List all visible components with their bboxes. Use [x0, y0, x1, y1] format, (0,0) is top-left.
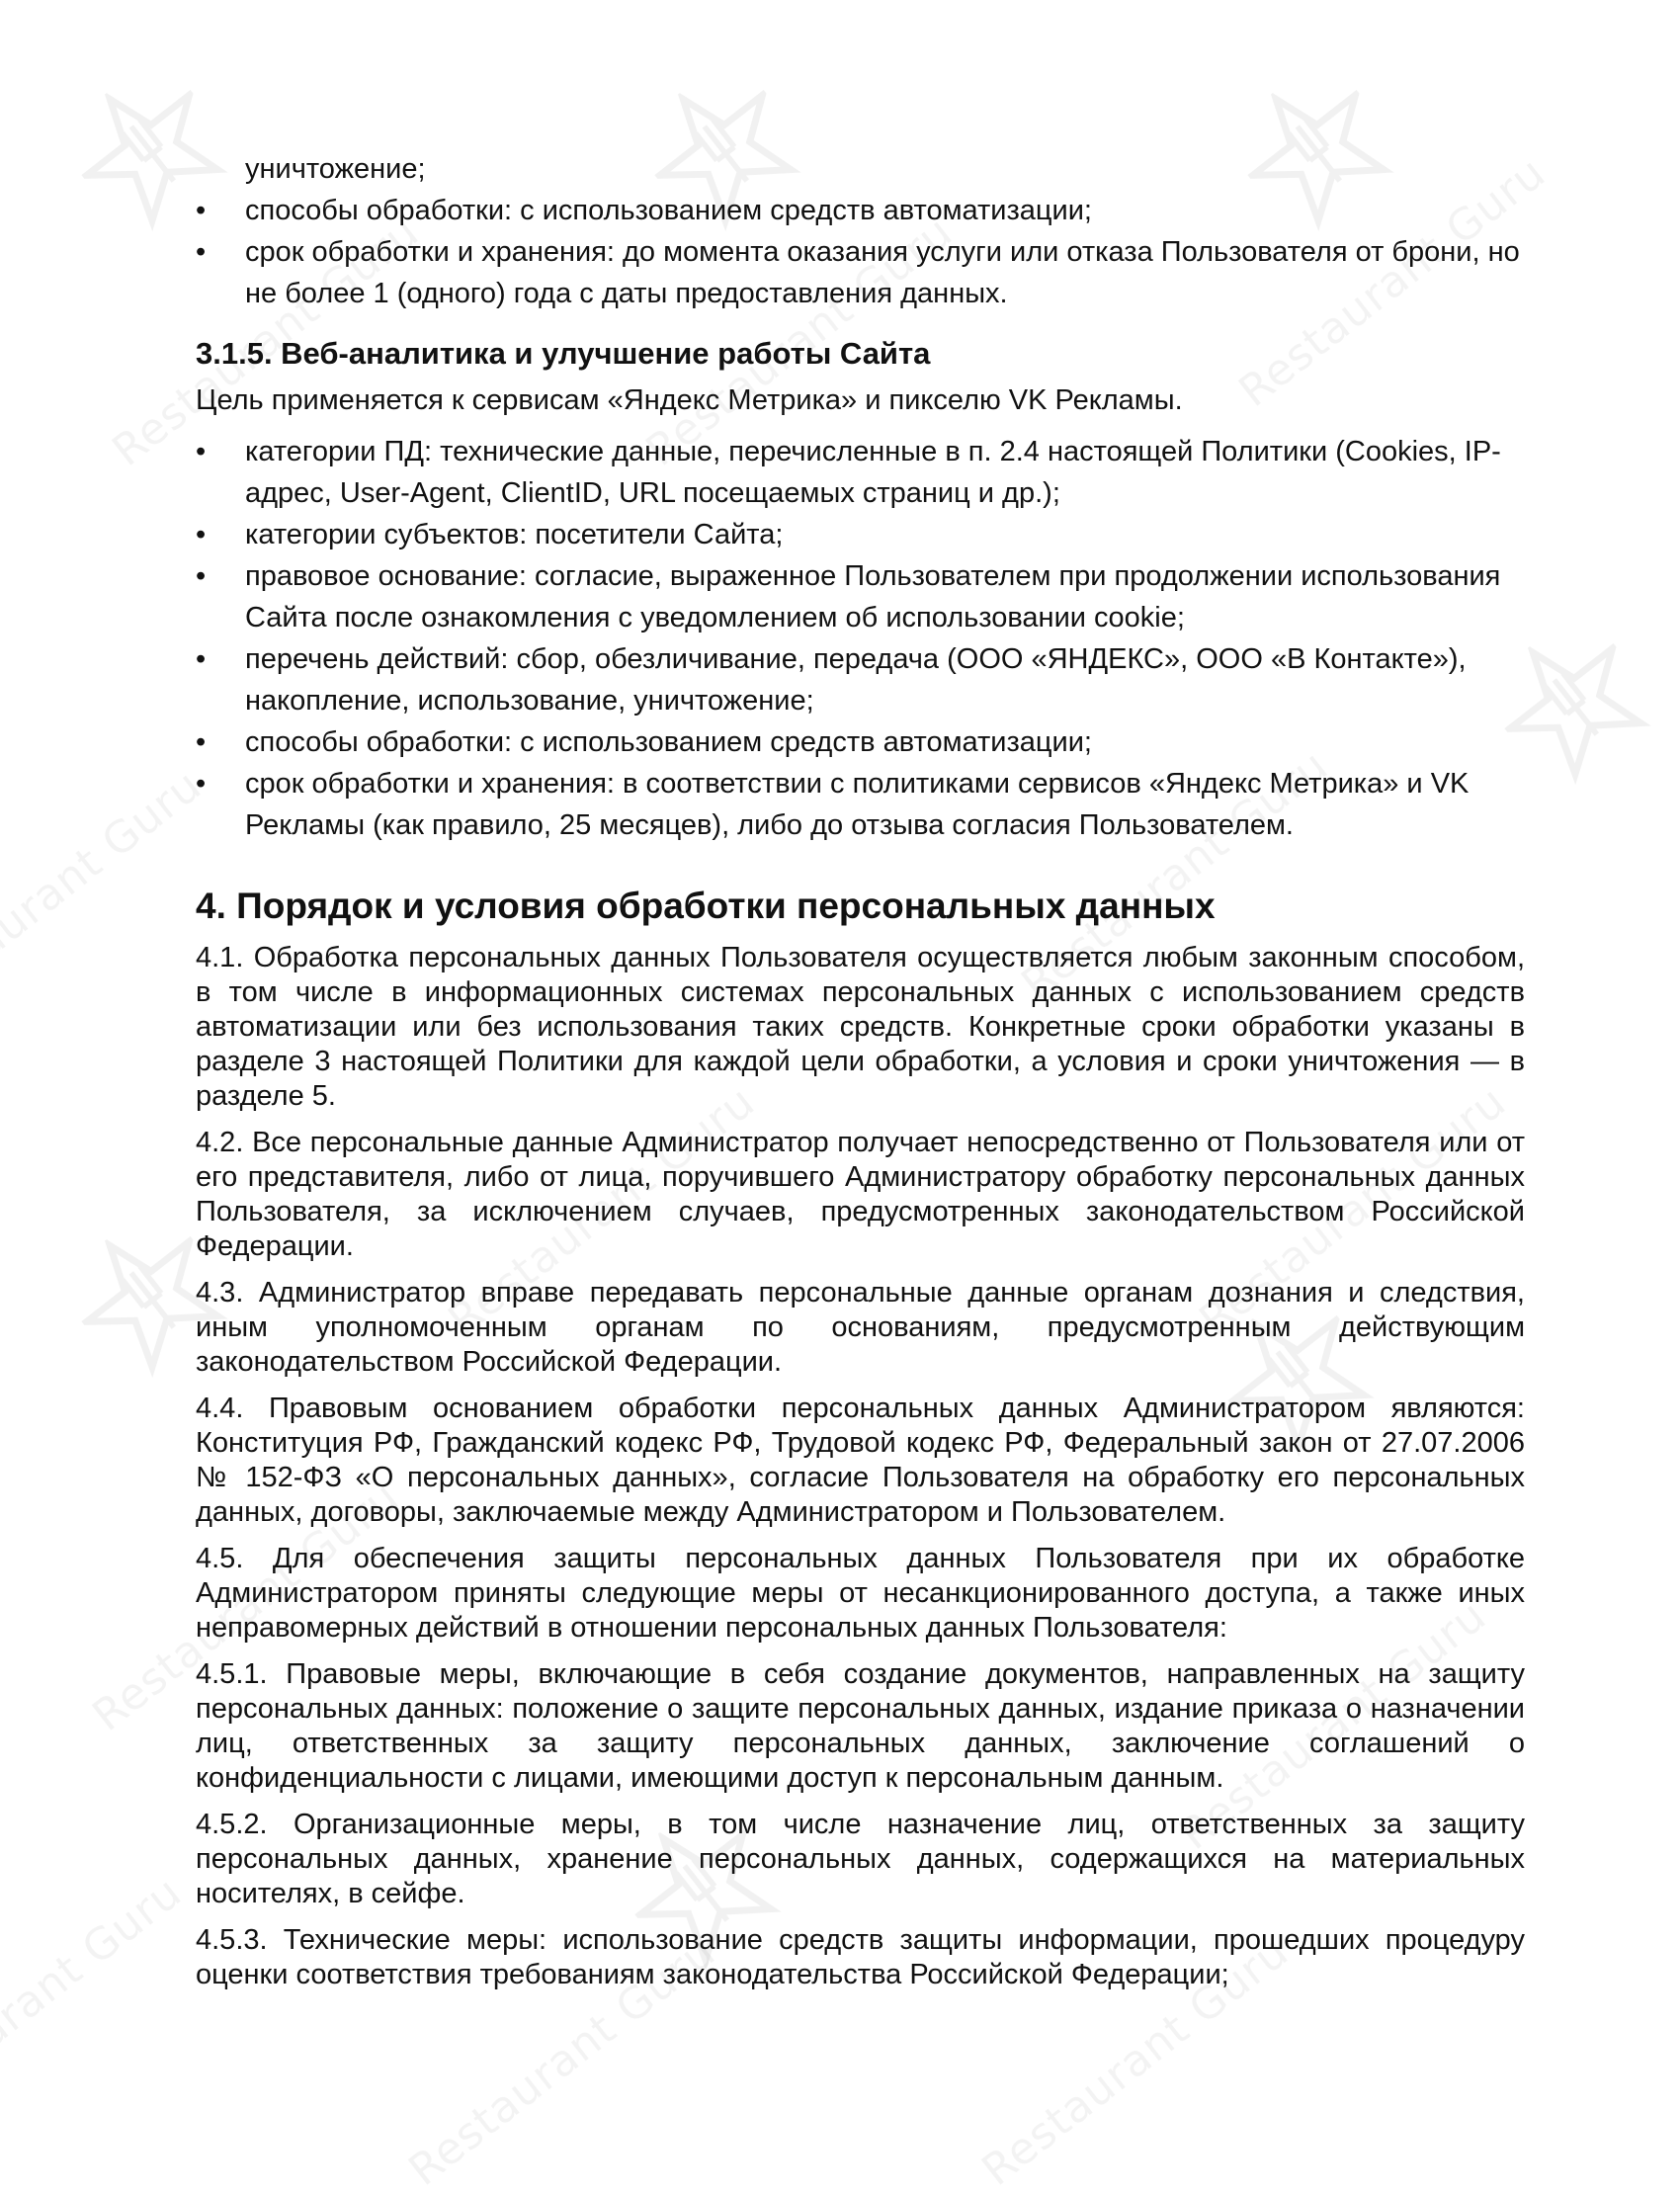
paragraph-4-1: 4.1. Обработка персональных данных Пользователя осуществляется любым законным способом, в том числе в информационных системах персональных данных с использованием средств автоматизации или без использования таких средств. Конкретные сроки обработки указаны в разделе 3 настоящей Политики для каждой цели обработки, а условия и сроки уничтожения — в разделе 5. [196, 942, 1525, 1112]
list-item: • срок обработки и хранения: до момента оказания услуги или отказа Пользователя от брони, но не более 1 (одного) года с даты предоставления данных. [196, 231, 1525, 314]
section-title: 4. Порядок и условия обработки персональных данных [196, 886, 1216, 926]
bullet-icon: • [196, 195, 207, 226]
list-item: • категории субъектов: посетители Сайта; [196, 514, 1525, 555]
subsection-title: 3.1.5. Веб-аналитика и улучшение работы Сайта [196, 336, 931, 371]
bullet-icon: • [196, 436, 207, 467]
paragraph-4-3: 4.3. Администратор вправе передавать персональные данные органам дознания и следствия, иным уполномоченным органам по основаниям, предусмотренным действующим законодательством Российской Федерации. [196, 1277, 1525, 1378]
list-item: • перечень действий: сбор, обезличивание, передача (ООО «ЯНДЕКС», ООО «В Контакте»), накопление, использование, уничтожение; [196, 638, 1525, 721]
paragraph-4-2: 4.2. Все персональные данные Администратор получает непосредственно от Пользователя или от его представителя, либо от лица, поручившего Администратору обработку персональных данных Пользователя, за исключением случаев, предусмотренных законодательством Российской Федерации. [196, 1127, 1525, 1262]
top-bullet-list [196, 190, 1525, 314]
list-item: • срок обработки и хранения: в соответствии с политиками сервисов «Яндекс Метрика» и VK Рекламы (как правило, 25 месяцев), либо до отзыва согласия Пользователем. [196, 763, 1525, 846]
list-item: • категории ПД: технические данные, перечисленные в п. 2.4 настоящей Политики (Cookies, IP-адрес, User-Agent, ClientID, URL посещаемых страниц и др.); [196, 431, 1525, 514]
bullet-icon: • [196, 560, 207, 592]
paragraph-4-5-3: 4.5.3. Технические меры: использование средств защиты информации, прошедших процедуру оценки соответствия требованиям законодательства Российской Федерации; [196, 1924, 1525, 1990]
paragraph-4-5-1: 4.5.1. Правовые меры, включающие в себя создание документов, направленных на защиту персональных данных: положение о защите персональных данных, издание приказа о назначении лиц, ответственных за защиту персональных данных, заключение соглашений о конфиденциальности с лицами, имеющими доступ к персональным данным. [196, 1658, 1525, 1794]
paragraph-4-5: 4.5. Для обеспечения защиты персональных данных Пользователя при их обработке Администратором приняты следующие меры от несанкционированного доступа, а также иных неправомерных действий в отношении персональных данных Пользователя: [196, 1543, 1525, 1644]
bullet-icon: • [196, 726, 207, 758]
bullet-icon: • [196, 236, 207, 268]
list-item: • способы обработки: с использованием средств автоматизации; [196, 190, 1525, 231]
paragraph-4-5-2: 4.5.2. Организационные меры, в том числе назначение лиц, ответственных за защиту персональных данных, хранение персональных данных, содержащихся на материальных носителях, в сейфе. [196, 1809, 1525, 1909]
list-item: • способы обработки: с использованием средств автоматизации; [196, 721, 1525, 763]
watermark-text [0, 760, 210, 1030]
document-page [196, 148, 1525, 2004]
paragraph-4-4: 4.4. Правовым основанием обработки персональных данных Администратором являются: Конституция РФ, Гражданский кодекс РФ, Трудовой кодекс РФ, Федеральный закон от 27.07.2006 № 152-ФЗ «О персональных данных», согласие Пользователя на обработку его персональных данных, договоры, заключаемые между Администратором и Пользователем. [196, 1393, 1525, 1528]
subsection-bullet-list [196, 431, 1525, 846]
bullet-icon: • [196, 643, 207, 675]
bullet-icon: • [196, 519, 207, 550]
watermark-text [0, 1867, 191, 2137]
subsection-intro: Цель применяется к сервисам «Яндекс Метрика» и пикселю VK Рекламы. [196, 384, 1183, 416]
list-item: • правовое основание: согласие, выраженное Пользователем при продолжении использования Сайта после ознакомления с уведомлением об использовании cookie; [196, 555, 1525, 638]
bullet-icon: • [196, 768, 207, 800]
list-continuation: уничтожение; [245, 153, 426, 185]
